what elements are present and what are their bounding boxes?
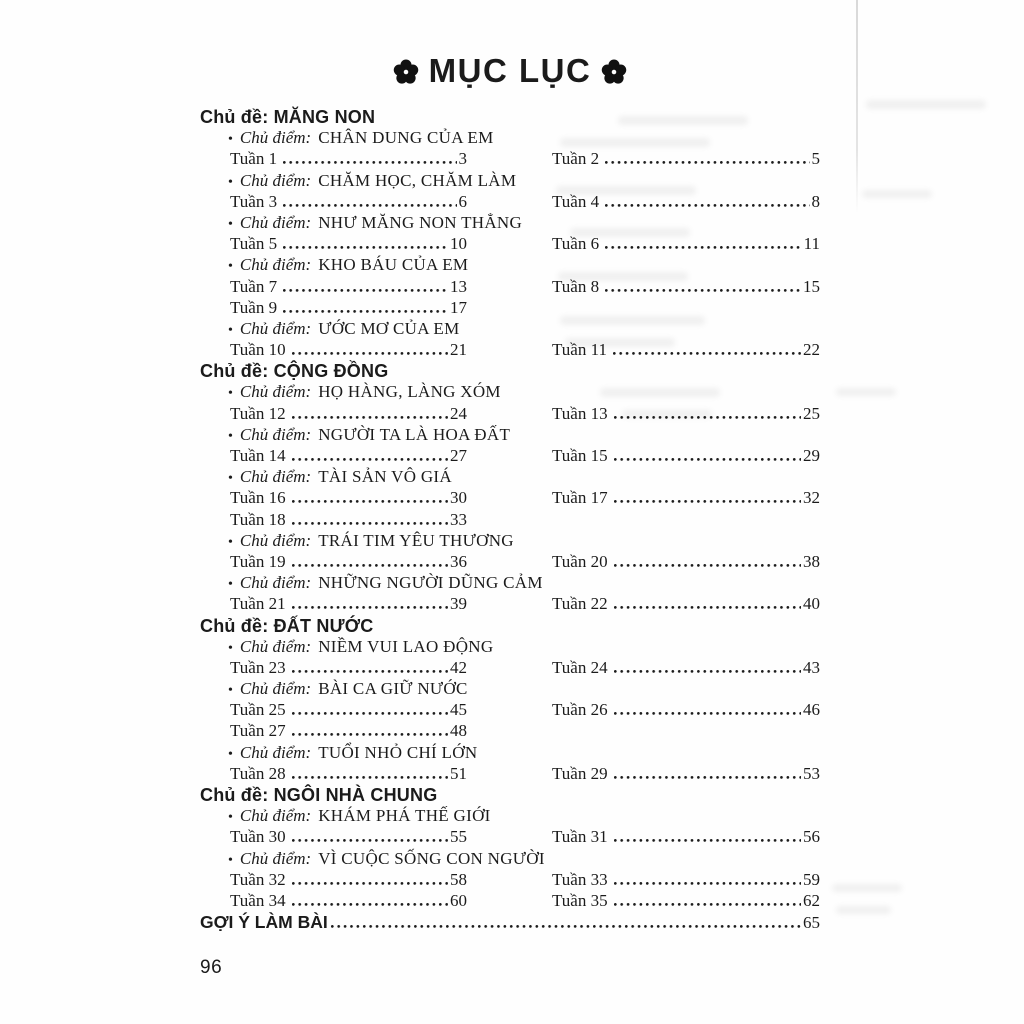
toc-week-entry <box>552 277 820 297</box>
toc-week-entry <box>230 298 467 318</box>
theme-heading: Chủ đề: CỘNG ĐỒNG <box>200 361 389 382</box>
week-label: Tuần 26 <box>552 700 608 720</box>
dot-leader <box>605 244 802 249</box>
page-number: 96 <box>200 957 223 979</box>
toc-week-entry <box>230 594 467 614</box>
topic-label: Chủ điểm: <box>239 679 312 699</box>
toc-row <box>214 637 820 658</box>
toc-week-entry <box>230 404 467 424</box>
page-ref: 15 <box>803 276 820 296</box>
bullet-icon: • <box>228 471 233 487</box>
toc-week-entry <box>230 488 467 508</box>
dot-leader <box>292 604 448 609</box>
bullet-icon: • <box>228 259 233 275</box>
week-label: Tuần 12 <box>230 403 286 423</box>
dot-leader <box>614 562 801 567</box>
week-label: Tuần 13 <box>552 403 608 423</box>
scan-artifact <box>862 190 932 198</box>
page-ref: 58 <box>450 869 467 889</box>
theme-heading: Chủ đề: MĂNG NON <box>200 107 376 127</box>
toc-week-entry <box>230 446 467 466</box>
week-label: Tuần 19 <box>230 551 286 571</box>
footer-label: GỢI Ý LÀM BÀI <box>200 912 328 933</box>
toc-row <box>200 340 820 361</box>
bullet-icon: • <box>228 322 233 338</box>
dot-leader <box>614 837 801 842</box>
topic-label: Chủ điểm: <box>239 212 312 232</box>
bullet-icon: • <box>228 746 233 762</box>
page-ref: 55 <box>450 827 467 847</box>
week-label: Tuần 32 <box>230 869 286 889</box>
topic-label: Chủ điểm: <box>239 573 312 593</box>
page-ref: 62 <box>803 890 820 910</box>
week-label: Tuần 29 <box>552 763 608 783</box>
topic-label: Chủ điểm: <box>239 636 312 656</box>
toc-row <box>200 361 820 382</box>
toc-week-entry <box>230 827 467 847</box>
toc-row <box>200 764 820 785</box>
toc-week-entry <box>230 764 467 784</box>
topic-label: Chủ điểm: <box>239 128 312 148</box>
theme-heading: Chủ đề: NGÔI NHÀ CHUNG <box>200 785 438 805</box>
toc-week-entry <box>552 192 820 212</box>
page-ref: 43 <box>803 657 820 677</box>
dot-leader <box>614 880 801 885</box>
page-ref: 30 <box>450 488 467 508</box>
toc-row <box>200 277 820 298</box>
dot-leader <box>613 350 801 355</box>
topic-item <box>228 849 545 869</box>
bullet-icon: • <box>228 577 233 593</box>
dot-leader <box>283 287 448 292</box>
dot-leader <box>614 710 801 715</box>
week-label: Tuần 31 <box>552 827 608 847</box>
bullet-icon: • <box>228 640 233 656</box>
page-ref: 13 <box>450 276 467 296</box>
topic-item <box>228 382 501 402</box>
page-ref: 11 <box>803 234 820 254</box>
topic-name: NHỮNG NGƯỜI DŨNG CẢM <box>318 573 543 593</box>
toc-row <box>200 234 820 255</box>
topic-item <box>228 213 522 233</box>
week-label: Tuần 14 <box>230 446 286 465</box>
dot-leader <box>292 774 448 779</box>
topic-name: NGƯỜI TA LÀ HOA ĐẤT <box>318 424 511 444</box>
topic-item <box>228 319 460 339</box>
dot-leader <box>331 923 801 928</box>
topic-name: VÌ CUỘC SỐNG CON NGƯỜI <box>318 848 545 868</box>
dot-leader <box>292 668 448 673</box>
toc-week-entry <box>552 764 820 784</box>
topic-label: Chủ điểm: <box>239 467 312 487</box>
topic-label: Chủ điểm: <box>239 806 312 826</box>
toc-row <box>200 785 820 806</box>
toc-week-entry <box>552 700 820 720</box>
week-label: Tuần 7 <box>230 276 278 296</box>
toc-week-entry <box>230 277 467 297</box>
page-ref: 24 <box>450 403 467 423</box>
toc-week-entry <box>230 510 467 530</box>
week-label: Tuần 9 <box>230 297 278 317</box>
dot-leader <box>292 520 448 525</box>
week-label: Tuần 24 <box>552 657 608 677</box>
toc-week-entry <box>552 891 820 911</box>
week-label: Tuần 1 <box>230 149 278 169</box>
toc-row <box>214 382 820 403</box>
scan-artifact <box>832 884 902 892</box>
page-ref: 39 <box>450 594 467 614</box>
scan-artifact <box>836 906 891 914</box>
topic-name: TUỔI NHỎ CHÍ LỚN <box>318 742 478 762</box>
toc-week-entry <box>552 658 820 678</box>
toc-footer-entry <box>200 912 820 933</box>
bullet-icon: • <box>228 852 233 868</box>
topic-name: KHÁM PHÁ THẾ GIỚI <box>318 806 491 826</box>
toc-week-entry <box>552 404 820 424</box>
dot-leader <box>614 774 801 779</box>
page-ref: 46 <box>803 700 820 720</box>
topic-label: Chủ điểm: <box>239 318 312 338</box>
page-ref: 56 <box>803 827 820 847</box>
week-label: Tuần 33 <box>552 869 608 889</box>
toc-row <box>200 107 820 128</box>
dot-leader <box>292 414 448 419</box>
topic-item <box>228 743 477 763</box>
dot-leader <box>605 159 809 164</box>
page-ref: 5 <box>811 149 820 169</box>
dot-leader <box>292 731 448 736</box>
bullet-icon: • <box>228 428 233 444</box>
week-label: Tuần 10 <box>230 340 286 360</box>
dot-leader <box>283 202 456 207</box>
page-ref: 8 <box>811 191 820 211</box>
topic-name: KHO BÁU CỦA EM <box>318 255 469 275</box>
topic-label: Chủ điểm: <box>239 530 312 550</box>
toc-row <box>214 128 820 149</box>
week-label: Tuần 4 <box>552 191 600 211</box>
week-label: Tuần 28 <box>230 763 286 783</box>
page-ref: 40 <box>803 594 820 614</box>
dot-leader <box>605 202 809 207</box>
toc-row <box>200 912 820 935</box>
topic-name: TÀI SẢN VÔ GIÁ <box>318 467 452 487</box>
dot-leader <box>614 414 801 419</box>
toc-week-entry <box>230 552 467 572</box>
topic-label: Chủ điểm: <box>239 742 312 762</box>
topic-name: BÀI CA GIỮ NƯỚC <box>318 679 468 699</box>
toc-row <box>214 213 820 234</box>
week-label: Tuần 21 <box>230 594 286 614</box>
page-ref: 33 <box>450 509 467 529</box>
dot-leader <box>614 604 801 609</box>
bullet-icon: • <box>228 132 233 148</box>
toc-row <box>214 319 820 340</box>
toc-week-entry <box>552 340 820 360</box>
topic-item <box>228 255 468 275</box>
bullet-icon: • <box>228 174 233 190</box>
toc-rows <box>200 107 820 935</box>
toc-row <box>200 149 820 170</box>
toc-week-entry <box>230 721 467 741</box>
dot-leader <box>292 880 448 885</box>
toc-week-entry <box>552 870 820 890</box>
toc-row <box>214 255 820 276</box>
page-ref: 10 <box>450 234 467 254</box>
toc-week-entry <box>230 192 467 212</box>
page-ref: 38 <box>803 551 820 571</box>
toc-week-entry <box>552 552 820 572</box>
toc-row <box>200 404 820 425</box>
dot-leader <box>614 456 801 461</box>
week-label: Tuần 34 <box>230 890 286 910</box>
week-label: Tuần 17 <box>552 488 608 508</box>
topic-item <box>228 171 516 191</box>
page-ref: 42 <box>450 657 467 677</box>
toc-row <box>200 891 820 912</box>
week-label: Tuần 3 <box>230 191 278 211</box>
theme-heading: Chủ đề: ĐẤT NƯỚC <box>200 615 374 636</box>
page-ref: 17 <box>450 297 467 317</box>
toc-row <box>200 510 820 531</box>
toc-row <box>214 573 820 594</box>
toc-row <box>200 700 820 721</box>
dot-leader <box>283 308 448 313</box>
toc-row <box>200 616 820 637</box>
page-ref: 32 <box>803 488 820 508</box>
topic-name: CHÂN DUNG CỦA EM <box>318 128 494 148</box>
topic-item <box>228 467 452 487</box>
toc-row <box>200 192 820 213</box>
page-ref: 51 <box>450 763 467 783</box>
topic-name: ƯỚC MƠ CỦA EM <box>318 318 460 338</box>
toc-row <box>200 658 820 679</box>
page-ref: 48 <box>450 721 467 741</box>
toc-row <box>214 467 820 488</box>
bullet-icon: • <box>228 534 233 550</box>
toc-row <box>214 679 820 700</box>
toc-week-entry <box>230 340 467 360</box>
toc-row <box>200 827 820 848</box>
week-label: Tuần 15 <box>552 446 608 465</box>
dot-leader <box>292 901 448 906</box>
page-ref: 36 <box>450 551 467 571</box>
scan-artifact <box>836 388 896 396</box>
toc-week-entry <box>230 891 467 911</box>
page-ref: 53 <box>803 763 820 783</box>
flower-icon <box>601 59 627 85</box>
dot-leader <box>614 901 801 906</box>
topic-name: TRÁI TIM YÊU THƯƠNG <box>318 530 514 550</box>
toc-week-entry <box>230 870 467 890</box>
topic-item <box>228 573 543 593</box>
toc-row <box>214 806 820 827</box>
scan-artifact <box>866 100 986 109</box>
week-label: Tuần 27 <box>230 721 286 741</box>
topic-item <box>228 531 514 551</box>
dot-leader <box>292 456 448 461</box>
week-label: Tuần 16 <box>230 488 286 508</box>
toc-row <box>200 594 820 615</box>
flower-icon <box>393 59 419 85</box>
week-label: Tuần 5 <box>230 234 278 254</box>
toc-week-entry <box>230 700 467 720</box>
toc-row <box>214 171 820 192</box>
topic-item <box>228 637 493 657</box>
dot-leader <box>283 159 456 164</box>
week-label: Tuần 18 <box>230 509 286 529</box>
dot-leader <box>292 498 448 503</box>
topic-label: Chủ điểm: <box>239 848 312 868</box>
toc-row <box>200 721 820 742</box>
toc-row <box>200 552 820 573</box>
topic-item <box>228 425 510 445</box>
toc-row <box>214 849 820 870</box>
topic-item <box>228 679 468 699</box>
page-ref: 65 <box>803 913 820 933</box>
bullet-icon: • <box>228 810 233 826</box>
scan-edge-line <box>856 0 858 214</box>
page-ref: 21 <box>450 340 467 360</box>
dot-leader <box>614 498 801 503</box>
week-label: Tuần 6 <box>552 234 600 254</box>
week-label: Tuần 30 <box>230 827 286 847</box>
toc-row <box>200 870 820 891</box>
page-ref: 60 <box>450 890 467 910</box>
topic-item <box>228 128 493 148</box>
toc-week-entry <box>552 488 820 508</box>
toc-row <box>214 531 820 552</box>
toc-row <box>200 488 820 509</box>
week-label: Tuần 11 <box>552 340 607 360</box>
topic-name: CHĂM HỌC, CHĂM LÀM <box>318 170 517 190</box>
page-title <box>200 52 820 90</box>
toc-week-entry <box>552 149 820 169</box>
page-ref: 25 <box>803 403 820 423</box>
page-ref: 27 <box>450 446 467 465</box>
topic-item <box>228 806 491 826</box>
toc-week-entry <box>230 658 467 678</box>
week-label: Tuần 20 <box>552 551 608 571</box>
toc-week-entry <box>552 446 820 466</box>
page-ref: 3 <box>458 149 467 169</box>
week-label: Tuần 8 <box>552 276 600 296</box>
topic-label: Chủ điểm: <box>239 382 312 402</box>
dot-leader <box>292 710 448 715</box>
toc-row <box>200 298 820 319</box>
title-text: MỤC LỤC <box>428 52 592 89</box>
dot-leader <box>605 287 801 292</box>
dot-leader <box>292 562 448 567</box>
topic-name: NHƯ MĂNG NON THẲNG <box>318 212 523 232</box>
week-label: Tuần 22 <box>552 594 608 614</box>
topic-label: Chủ điểm: <box>239 424 312 444</box>
toc-week-entry <box>230 149 467 169</box>
toc-row <box>214 743 820 764</box>
toc-row <box>214 425 820 446</box>
dot-leader <box>292 837 448 842</box>
week-label: Tuần 25 <box>230 700 286 720</box>
page-ref: 6 <box>458 191 467 211</box>
week-label: Tuần 23 <box>230 657 286 677</box>
toc-row <box>200 446 820 467</box>
dot-leader <box>283 244 448 249</box>
bullet-icon: • <box>228 683 233 699</box>
topic-name: NIỀM VUI LAO ĐỘNG <box>318 636 494 656</box>
bullet-icon: • <box>228 386 233 402</box>
topic-label: Chủ điểm: <box>239 170 312 190</box>
page-ref: 59 <box>803 869 820 889</box>
week-label: Tuần 35 <box>552 890 608 910</box>
page-ref: 22 <box>803 340 820 360</box>
toc-week-entry <box>552 594 820 614</box>
topic-label: Chủ điểm: <box>239 255 312 275</box>
dot-leader <box>292 350 448 355</box>
toc-content <box>200 52 820 979</box>
page-ref: 29 <box>803 446 820 465</box>
page-ref: 45 <box>450 700 467 720</box>
toc-week-entry <box>230 234 467 254</box>
toc-week-entry <box>552 827 820 847</box>
dot-leader <box>614 668 801 673</box>
bullet-icon: • <box>228 216 233 232</box>
toc-week-entry <box>552 234 820 254</box>
topic-name: HỌ HÀNG, LÀNG XÓM <box>318 382 501 402</box>
week-label: Tuần 2 <box>552 149 600 169</box>
